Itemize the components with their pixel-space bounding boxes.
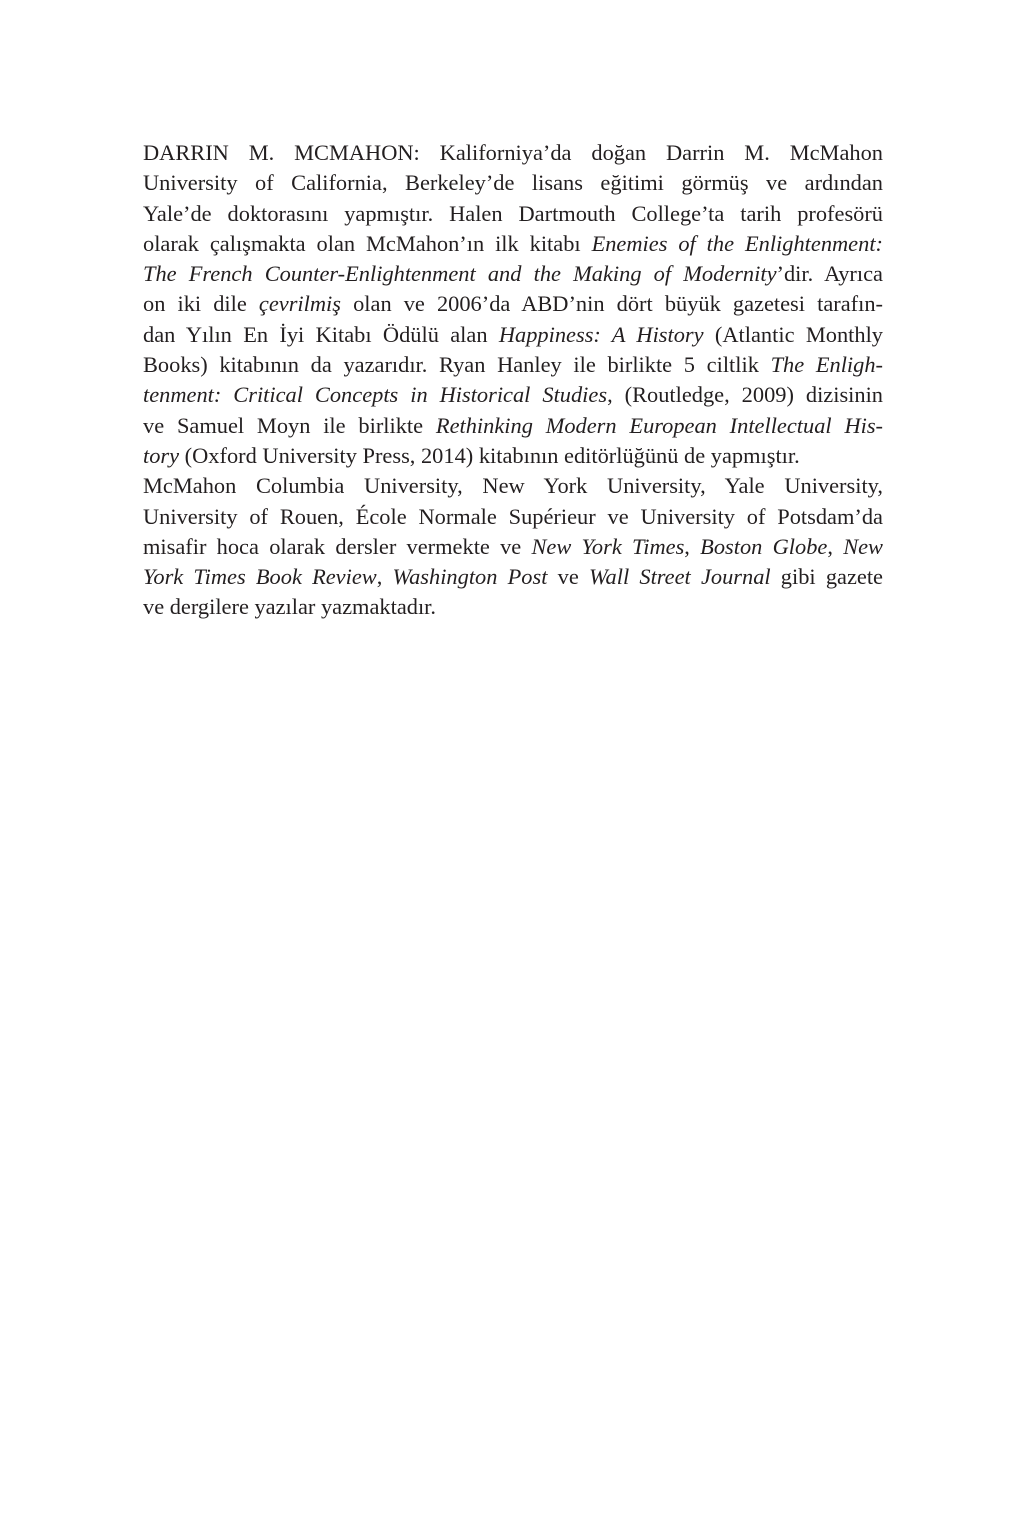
italic-title-text: Wall Street Journal	[588, 564, 771, 590]
italic-title-text: The Enligh-	[770, 352, 883, 378]
bio-text: ,	[684, 533, 701, 559]
bio-line	[143, 471, 883, 501]
italic-title-text: Rethinking Modern European Intellectual His-	[435, 412, 884, 438]
bio-text: (Atlantic Monthly	[703, 321, 883, 347]
bio-text: , (Routledge, 2009) dizisinin	[607, 382, 883, 408]
bio-line	[143, 199, 883, 229]
bio-text: ve	[547, 564, 589, 590]
bio-text: DARRIN M. MCMAHON: Kaliforniya’da doğan Darrin M. McMahon	[143, 140, 883, 165]
bio-line	[143, 441, 883, 471]
bio-text: olan ve 2006’da ABD’nin dört büyük gazetesi tarafın-	[340, 291, 883, 317]
bio-text: Yale’de doktorasını yapmıştır. Halen Dartmouth College’ta tarih profesörü	[143, 200, 883, 226]
author-biography-paragraph	[143, 138, 883, 623]
italic-title-text: çevrilmiş	[258, 291, 341, 317]
bio-text: misafir hoca olarak dersler vermekte ve	[143, 533, 532, 559]
bio-line	[143, 592, 883, 622]
italic-title-text: Boston Globe	[700, 533, 828, 559]
italic-title-text: New	[843, 533, 883, 559]
bio-line	[143, 168, 883, 198]
bio-text: ve Samuel Moyn ile birlikte	[143, 412, 436, 438]
italic-title-text: Washington Post	[392, 564, 548, 590]
bio-text: Books) kitabının da yazarıdır. Ryan Hanley ile birlikte 5 ciltlik	[143, 352, 771, 378]
italic-title-text: The French Counter-Enlightenment and the Making of Modernity	[143, 261, 777, 287]
bio-line	[143, 411, 883, 441]
italic-title-text: tenment: Critical Concepts in Historical Studies	[143, 382, 608, 408]
bio-text: gibi gazete	[770, 564, 883, 590]
bio-line	[143, 532, 883, 562]
bio-text: olarak çalışmakta olan McMahon’ın ilk kitabı	[143, 230, 592, 256]
bio-text: ve dergilere yazılar yazmaktadır.	[143, 594, 437, 620]
bio-text: ’dir. Ayrıca	[776, 261, 883, 287]
bio-text: ,	[376, 564, 393, 590]
bio-text: University of California, Berkeley’de lisans eğitimi görmüş ve ardından	[143, 170, 883, 196]
italic-title-text: New York Times	[531, 533, 685, 559]
bio-text: dan Yılın En İyi Kitabı Ödülü alan	[143, 321, 499, 347]
bio-text: (Oxford University Press, 2014) kitabının editörlüğünü de yapmıştır.	[179, 442, 800, 468]
bio-line	[143, 259, 883, 289]
bio-line	[143, 229, 883, 259]
bio-line	[143, 138, 883, 168]
bio-line	[143, 289, 883, 319]
italic-title-text: York Times Book Review	[143, 564, 377, 590]
bio-text: ,	[827, 533, 844, 559]
italic-title-text: Enemies of the Enlightenment:	[591, 230, 883, 256]
bio-text: McMahon Columbia University, New York University, Yale University,	[143, 473, 883, 499]
italic-title-text: tory	[143, 442, 180, 468]
bio-text: University of Rouen, École Normale Supérieur ve University of Potsdam’da	[143, 503, 883, 529]
bio-line	[143, 320, 883, 350]
italic-title-text: Happiness: A History	[498, 321, 704, 347]
bio-line	[143, 350, 883, 380]
bio-text: on iki dile	[143, 291, 259, 317]
bio-line	[143, 562, 883, 592]
bio-line	[143, 502, 883, 532]
bio-line	[143, 380, 883, 410]
